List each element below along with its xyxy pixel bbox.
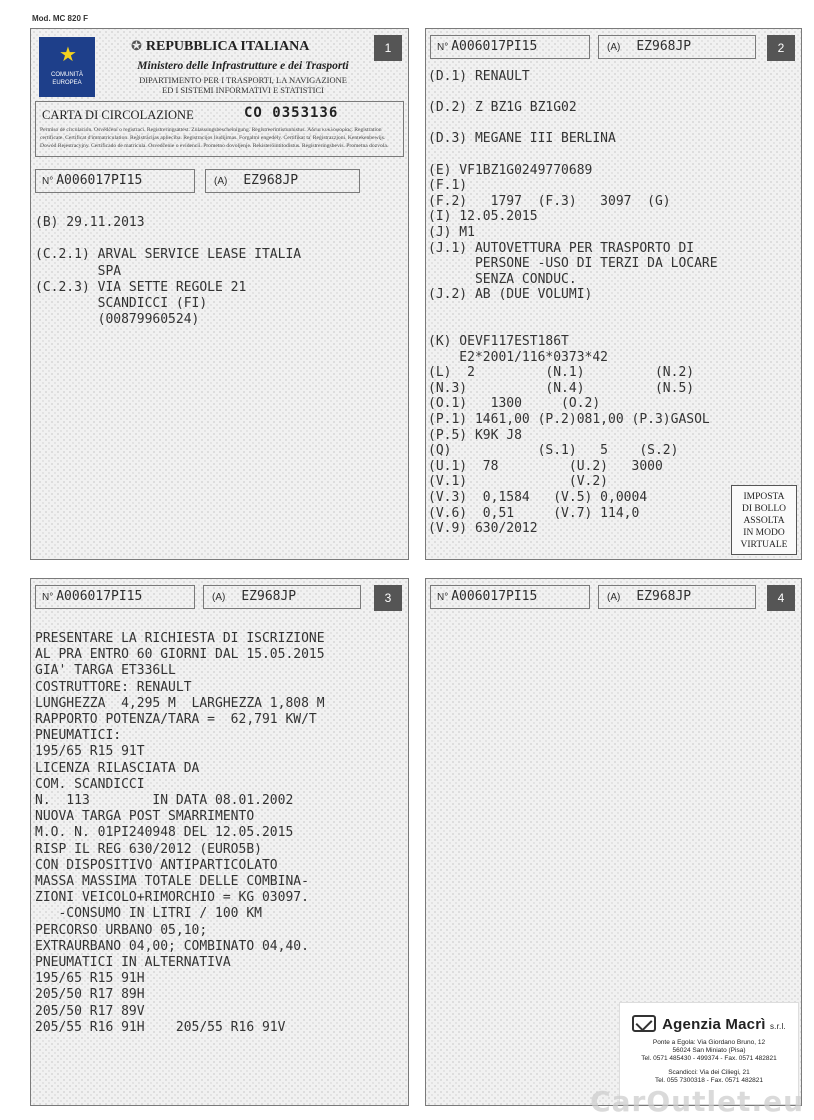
plate-box [598, 585, 756, 609]
watermark: CarOutlet.eu [590, 1085, 804, 1118]
plate-id: A006017PI15 [56, 173, 143, 188]
stamp-line-4: IN MODO [743, 528, 785, 538]
agency-phone-2: Tel. 055 7300318 - Fax. 0571 482821 [654, 1077, 764, 1084]
agency-address-3: Scandicci: Via dei Ciliegi, 21 [668, 1069, 750, 1076]
republic-title [131, 39, 361, 55]
a-label: (A) [212, 592, 226, 603]
carta-number: CO 0353136 [244, 105, 339, 121]
eu-label-1: COMUNITÀ [51, 72, 83, 78]
panel-number: 1 [374, 35, 402, 61]
agency-suffix: s.r.l. [769, 1022, 786, 1031]
no-label: N° [437, 592, 449, 603]
panel-3 [30, 578, 409, 1106]
emblem-icon: ✪ [131, 39, 142, 54]
department-line-2: ED I SISTEMI INFORMATIVI E STATISTICI [162, 85, 324, 95]
panel-number: 3 [374, 585, 402, 611]
carta-label: CARTA DI CIRCOLAZIONE [42, 108, 194, 122]
plate: EZ968JP [636, 39, 692, 54]
agency-phone-1: Tel. 0571 485430 - 499374 - Fax. 0571 482821 [641, 1055, 777, 1062]
panel-number: 4 [767, 585, 795, 611]
plate: EZ968JP [636, 589, 692, 604]
eu-flag [39, 37, 95, 97]
carta-translations: Permiso de circulación. Osvědčení o registraci. Registreringsattest. Zulassungsbescheinigung. Registreerimistunnistus. Άδεια κυκλοφορίας. Registration certificate. Certificat d'immatriculation. Reģistrācijas apliecība. Registracijos liudijimas. Forgalmi engedély. Certifikat ta' Reġistrazzjoni. Kentekenbewijs. Dowód Rejestracyjny. Certificado de matrícula. Osvedčenie o evidencii. Prometno dovoljenje. Rekisteröintitodistus. Registreringsbevis. Prometna dozvola. [40, 127, 389, 149]
no-label: N° [42, 176, 54, 187]
stamp-line-2: DI BOLLO [741, 504, 787, 514]
plate-id: A006017PI15 [451, 589, 538, 604]
plate-id-box [430, 35, 590, 59]
panel-4 [425, 578, 802, 1106]
plate: EZ968JP [243, 173, 299, 188]
form-model-label: Mod. MC 820 F [32, 14, 89, 23]
plate-box [598, 35, 756, 59]
eu-stars-icon: ★ [59, 42, 75, 66]
plate-box [203, 585, 361, 609]
panel-1-fields: (B) 29.11.2013 (C.2.1) ARVAL SERVICE LEASE ITALIA SPA (C.2.3) VIA SETTE REGOLE 21 SCANDICCI (FI) (00879960524) [35, 215, 302, 328]
republic-text: REPUBBLICA ITALIANA [145, 39, 310, 54]
plate-id: A006017PI15 [451, 39, 538, 54]
panel-2 [425, 28, 802, 560]
agency-logo-icon [632, 1015, 656, 1032]
eu-label-2: EUROPEA [52, 80, 82, 86]
plate-id-box [35, 585, 195, 609]
plate: EZ968JP [241, 589, 297, 604]
a-label: (A) [607, 42, 621, 53]
stamp-line-1: IMPOSTA [743, 492, 785, 502]
a-label: (A) [607, 592, 621, 603]
agency-name: Agenzia Macrì [662, 1016, 766, 1033]
plate-box [205, 169, 360, 193]
panel-1 [30, 28, 409, 560]
registration-header-box [35, 101, 404, 157]
panel-3-notes: PRESENTARE LA RICHIESTA DI ISCRIZIONE AL PRA ENTRO 60 GIORNI DAL 15.05.2015 GIA' TARGA ET336LL COSTRUTTORE: RENAULT LUNGHEZZA 4,295 M LARGHEZZA 1,808 M RAPPORTO POTENZA/TARA = 62,791 KW/T PNEUMATICI: 195/65 R15 91T LICENZA RILASCIATA DA COM. SCANDICCI N. 113 IN DATA 08.01.2002 NUOVA TARGA POST SMARRIMENTO M.O. N. 01PI240948 DEL 12.05.2015 RISP IL REG 630/2012 (EURO5B) CON DISPOSITIVO ANTIPARTICOLATO MASSA MASSIMA TOTALE DELLE COMBINA- ZIONI VEICOLO+RIMORCHIO = KG 03097. -CONSUMO IN LITRI / 100 KM PERCORSO URBANO 05,10; EXTRAURBANO 04,00; COMBINATO 04,40. PNEUMATICI IN ALTERNATIVA 195/65 R15 91H 205/50 R17 89H 205/50 R17 89V 205/55 R16 91H 205/55 R16 91V [35, 631, 325, 1035]
panel-2-fields: (D.1) RENAULT (D.2) Z BZ1G BZ1G02 (D.3) MEGANE III BERLINA (E) VF1BZ1G0249770689 (F.1) (F.2) 1797 (F.3) 3097 (G) (I) 12.05.2015 (J) M1 (J.1) AUTOVETTURA PER TRASPORTO DI PERSONE -USO DI TERZI DA LOCARE SENZA CONDUC. (J.2) AB (DUE VOLUMI) (K) OEVF117EST186T E2*2001/116*0373*42 (L) 2 (N.1) (N.2) (N.3) (N.4) (N.5) (O.1) 1300 (O.2) (P.1) 1461,00 (P.2)081,00 (P.3)GASOL (P.5) K9K J8 (Q) (S.1) 5 (S.2) (U.1) 78 (U.2) 3000 (V.1) (V.2) (V.3) 0,1584 (V.5) 0,0004 (V.6) 0,51 (V.7) 114,0 (V.9) 630/2012 [428, 69, 718, 537]
ministry-name: Ministero delle Infrastrutture e dei Trasporti [137, 60, 349, 72]
panel-number: 2 [767, 35, 795, 61]
no-label: N° [42, 592, 54, 603]
no-label: N° [437, 42, 449, 53]
plate-id-box [35, 169, 195, 193]
a-label: (A) [214, 176, 228, 187]
agency-address-1: Ponte a Egola: Via Giordano Bruno, 12 [652, 1039, 766, 1046]
plate-id-box [430, 585, 590, 609]
tax-stamp-box [731, 485, 797, 555]
plate-id: A006017PI15 [56, 589, 143, 604]
department-line-1: DIPARTIMENTO PER I TRASPORTI, LA NAVIGAZIONE [139, 75, 347, 85]
stamp-line-3: ASSOLTA [743, 516, 785, 526]
agency-address-2: 56024 San Miniato (Pisa) [672, 1047, 746, 1054]
stamp-line-5: VIRTUALE [740, 540, 788, 550]
agency-title [620, 1015, 798, 1033]
